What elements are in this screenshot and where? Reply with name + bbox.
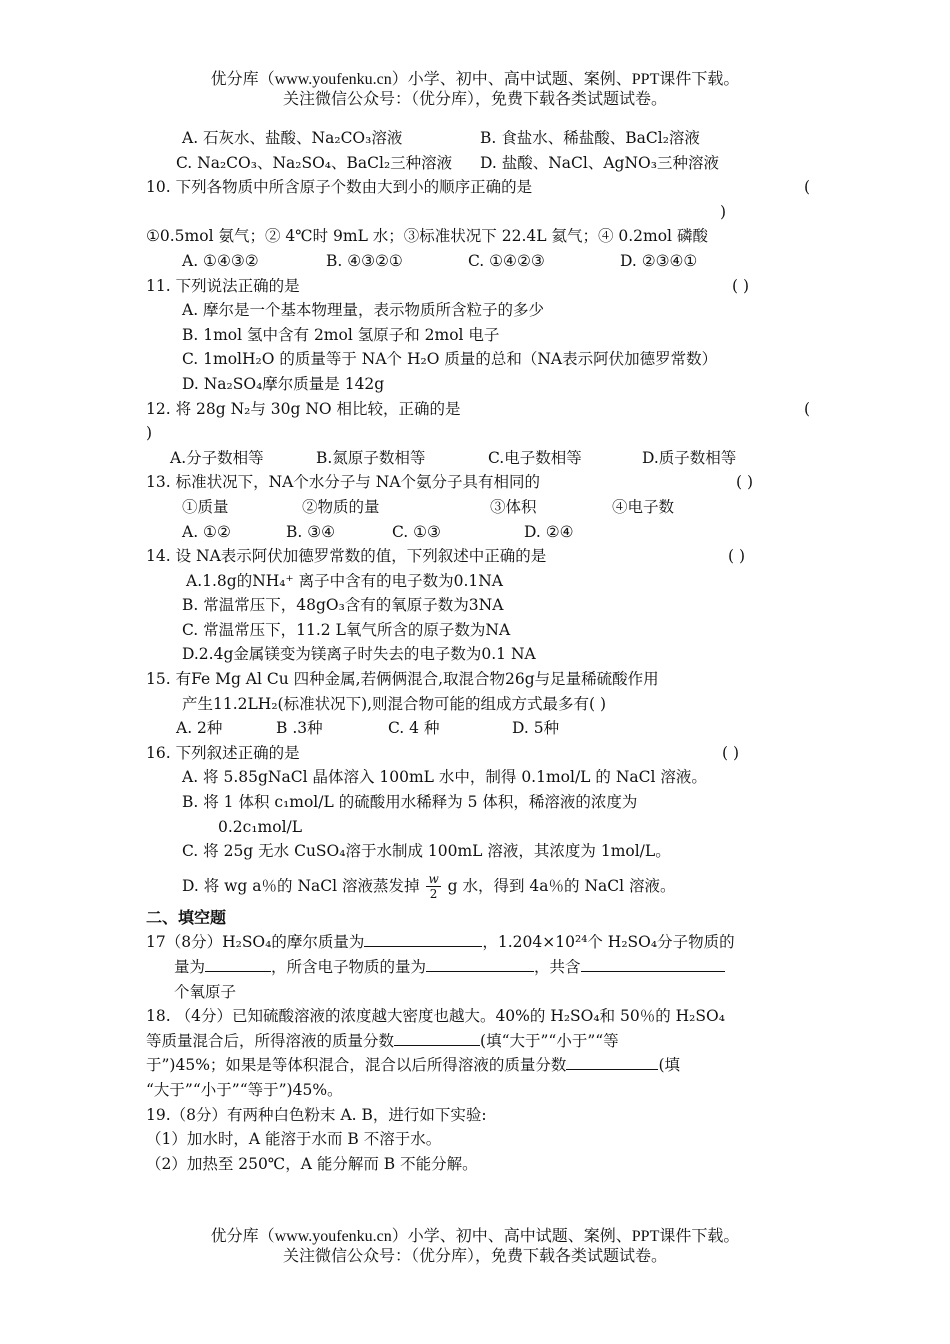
fraction-denominator: 2 [429,887,438,902]
q10-paren-open: ( [803,178,810,197]
q12-option-c: C.电子数相等 [488,448,582,467]
q10-paren-close: ) [720,202,727,221]
q17-line-1 [146,930,810,955]
q14-option-d: D.2.4g金属镁变为镁离子时失去的电子数为0.1 NA [182,645,536,664]
q11-option-c: C. 1molH₂O 的质量等于 NA个 H₂O 质量的总和（NA表示阿伏加德罗常数） [182,350,718,369]
q9-option-a: A. 石灰水、盐酸、Na₂CO₃溶液 [182,129,403,147]
q13-item-4: ④电子数 [612,497,675,516]
q14-option-b: B. 常温常压下，48gO₃含有的氧原子数为3NA [182,596,504,615]
q12-option-d: D.质子数相等 [642,448,737,467]
q18-line-2 [146,1029,810,1054]
q18-line-3 [146,1053,810,1078]
page-header [0,70,950,110]
q12-options [146,446,810,471]
q19-item-1: （1）加水时，A 能溶于水而 B 不溶于水。 [146,1130,442,1149]
q10-stem-text: 10. 下列各物质中所含原子个数由大到小的顺序正确的是 [146,178,533,197]
q15-stem-line-2: 产生11.2LH₂(标准状况下),则混合物可能的组成方式最多有( ) [182,694,607,713]
q11-stem-text: 11. 下列说法正确的是 [146,276,300,295]
q17-text-1a: 17（8分）H₂SO₄的摩尔质量为 [146,933,365,952]
q16-option-d [146,868,810,904]
q10-option-c: C. ①④②③ [468,251,545,270]
q17-text-2c: ，共含 [534,958,581,976]
q13-items [146,495,810,520]
q16-option-d-post: g 水，得到 4a％的 NaCl 溶液。 [447,876,676,895]
q17-blank-2[interactable] [205,955,271,972]
q18-line-1: 18. （4分）已知硫酸溶液的浓度越大密度也越大。40%的 H₂SO₄和 50％的 H₂SO₄ [146,1007,725,1026]
q12-paren-close: ) [146,424,153,443]
q14-paren: ( ) [728,547,746,566]
q10-option-b: B. ④③②① [326,251,403,270]
q17-blank-3[interactable] [426,955,534,972]
q14-stem-text: 14. 设 NA表示阿伏加德罗常数的值，下列叙述中正确的是 [146,547,547,566]
section-title-fill-in: 二、填空题 [146,907,227,927]
q13-item-3: ③体积 [490,497,537,516]
q12-stem-text: 12. 将 28g N₂与 30g NO 相比较，正确的是 [146,399,461,418]
q15-option-b: B .3种 [276,719,323,738]
q13-option-d: D. ②④ [524,522,574,541]
q18-text-3a: 于”)45%；如果是等体积混合，混合以后所得溶液的质量分数 [146,1056,567,1075]
fraction-w-over-2 [426,872,440,901]
page-footer [0,1227,950,1267]
q12-option-a: A.分子数相等 [170,448,264,467]
q18-blank-1[interactable] [394,1029,480,1046]
q16-option-c: C. 将 25g 无水 CuSO₄溶于水制成 100mL 溶液，其浓度为 1mol/L。 [182,842,671,861]
q17-blank-4[interactable] [581,955,725,972]
q16-option-b-line-1: B. 将 1 体积 c₁mol/L 的硫酸用水稀释为 5 体积，稀溶液的浓度为 [182,793,638,812]
q13-stem [146,470,810,495]
q16-option-b-line-2: 0.2c₁mol/L [218,817,303,836]
q16-paren: ( ) [722,743,740,762]
footer-line-2: 关注微信公众号：（优分库），免费下载各类试题试卷。 [282,1248,667,1265]
q13-item-1: ①质量 [182,497,229,516]
header-line-1: 优分库（www.youfenku.cn）小学、初中、高中试题、案例、PPT课件下载。 [210,71,740,88]
q13-options [146,520,810,545]
q15-option-d: D. 5种 [512,719,560,738]
q17-blank-1[interactable] [364,930,482,947]
q12-option-b: B.氮原子数相等 [316,448,426,467]
q9-option-b: B. 食盐水、稀盐酸、BaCl₂溶液 [480,129,700,147]
q10-stem [146,175,810,200]
q18-text-3b: (填 [658,1056,680,1075]
q15-option-c: C. 4 种 [388,719,440,738]
q15-option-a: A. 2种 [176,719,223,738]
q10-options [146,249,810,274]
q10-paren-line [146,200,810,225]
footer-line-1: 优分库（www.youfenku.cn）小学、初中、高中试题、案例、PPT课件下载。 [210,1228,740,1245]
q13-option-c: C. ①③ [392,522,441,541]
q18-text-2b: (填“大于”“小于”“等 [480,1031,619,1050]
q12-paren-open: ( [803,399,810,418]
header-line-2: 关注微信公众号：（优分库），免费下载各类试题试卷。 [282,91,667,108]
q17-text-2b: ，所含电子物质的量为 [271,958,427,976]
q10-items: ①0.5mol 氨气；② 4℃时 9mL 水；③标准状况下 22.4L 氦气；④ 0.2mol 磷酸 [146,227,708,246]
q15-options [146,716,810,741]
q18-text-2a: 等质量混合后，所得溶液的质量分数 [146,1031,395,1050]
q11-paren: ( ) [732,276,750,295]
q14-option-c: C. 常温常压下，11.2 L氧气所含的原子数为NA [182,620,511,639]
fraction-numerator: w [428,872,439,887]
q13-option-b: B. ③④ [286,522,336,541]
q11-option-b: B. 1mol 氢中含有 2mol 氢原子和 2mol 电子 [182,325,500,344]
q10-option-a: A. ①④③② [182,251,259,270]
q11-option-a: A. 摩尔是一个基本物理量，表示物质所含粒子的多少 [182,301,545,320]
q17-text-2a: 量为 [174,958,206,976]
q13-item-2: ②物质的量 [302,497,380,516]
q11-stem [146,274,810,299]
q17-line-2 [146,955,810,980]
q9-options-row-2 [146,151,810,176]
q13-option-a: A. ①② [182,522,231,541]
q12-stem [146,397,810,422]
q18-blank-2[interactable] [566,1053,658,1070]
question-body [146,126,810,1176]
q16-option-a: A. 将 5.85gNaCl 晶体溶入 100mL 水中，制得 0.1mol/L 的 NaCl 溶液。 [182,768,707,787]
q14-option-a: A.1.8g的NH₄⁺ 离子中含有的电子数为0.1NA [186,571,504,590]
q15-stem-line-1: 15. 有Fe Mg Al Cu 四种金属,若俩俩混合,取混合物26g与足量稀硫酸作用 [146,670,659,689]
q19-item-2: （2）加热至 250℃，A 能分解而 B 不能分解。 [146,1154,478,1173]
q17-text-1b: ，1.204×10²⁴个 H₂SO₄分子物质的 [482,933,735,952]
q13-stem-text: 13. 标准状况下，NA个水分子与 NA个氨分子具有相同的 [146,473,541,492]
q14-stem [146,544,810,569]
q19-stem: 19.（8分）有两种白色粉末 A. B，进行如下实验: [146,1105,487,1124]
q9-options-row-1 [146,126,810,151]
q9-option-d: D. 盐酸、NaCl、AgNO₃三种溶液 [480,153,719,172]
q17-line-3: 个氧原子 [174,982,237,1001]
q16-stem [146,741,810,766]
q16-stem-text: 16. 下列叙述正确的是 [146,743,300,762]
q9-option-c: C. Na₂CO₃、Na₂SO₄、BaCl₂三种溶液 [176,153,453,172]
q18-line-4: “大于”“小于”“等于”)45%。 [146,1080,343,1099]
q16-option-d-pre: D. 将 wg a％的 NaCl 溶液蒸发掉 [182,876,420,895]
q10-option-d: D. ②③④① [620,251,698,270]
q11-option-d: D. Na₂SO₄摩尔质量是 142g [182,374,385,393]
q13-paren: ( ) [736,473,754,492]
